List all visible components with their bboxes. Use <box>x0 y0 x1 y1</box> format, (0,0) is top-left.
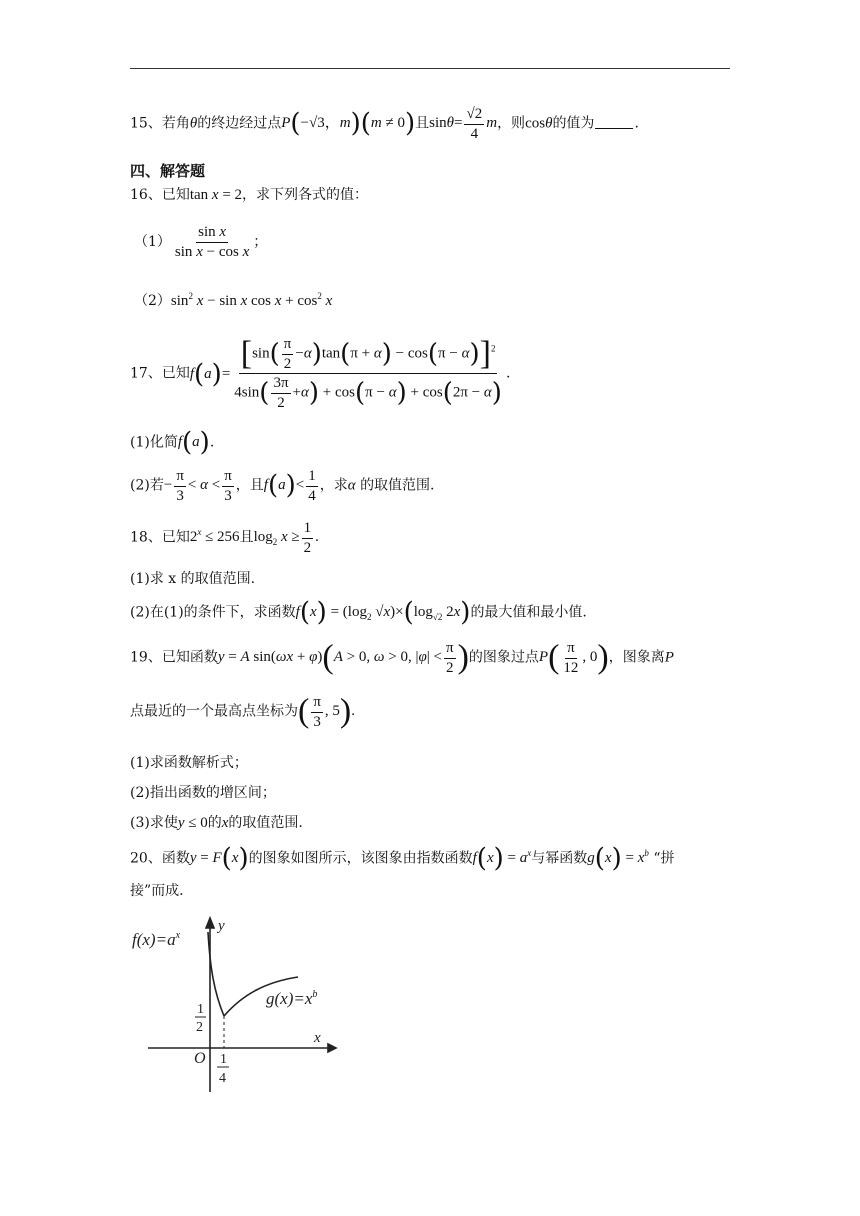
sin-condition: sinθ= $\frac{√2}{4}$ m <box>429 106 498 142</box>
question-18-part-2: (2)在(1)的条件下，求函数$f(x) = (\log_2$ $√x)\times(\log_{√2}$ 2x)的最大值和最小值. <box>130 598 587 628</box>
point-p: P(−√3，m)(m ≠ 0) <box>281 109 416 139</box>
question-19-part-1: (1)求函数解析式； <box>130 755 248 771</box>
question-17-part-1: (1)化简f(a). <box>130 428 215 458</box>
question-number: 15、 <box>130 115 162 132</box>
question-number: 17、 <box>130 365 162 382</box>
question-19-continued: 点最近的一个最高点坐标为( $\frac{\pi}{3}$ , 5). <box>130 693 355 730</box>
question-17: 17、已知f(a)= [sin( $\frac{\pi}{2}$ −α)tan(π + α) − cos(π − α)]$^2$ 4sin( $\frac{3\pi}{2}$ +α) + cos(π − α) + cos(2π − α) . <box>130 335 511 411</box>
question-19-part-3: (3)求使y ≤ 0的x的取值范围. <box>130 815 303 831</box>
origin-label: O <box>194 1050 206 1067</box>
f-alpha-expression: [sin( $\frac{\pi}{2}$ −α)tan(π + α) − cos(π − α)]$^2$ 4sin( $\frac{3\pi}{2}$ +α) + cos(π − α) + cos(2π − α) <box>234 335 502 411</box>
g-label: $g(x)=x^b$ <box>266 989 318 1008</box>
question-16-part-2: $(2)\sin^2$ x − sin x $\cos x + \cos^2 x$ <box>134 291 333 309</box>
y-axis-arrow <box>206 918 214 928</box>
question-number: 16、 <box>130 187 162 203</box>
question-number: 18、 <box>130 529 162 546</box>
f-label: $f(x)=a^x$ <box>132 930 181 949</box>
x-axis-label: x <box>314 1030 321 1046</box>
question-20: 20、函数y = F(x)的图象如图所示，该图象由指数函数$f(x) = a^x$与幂函数$g(x) = x^b$ “拼 <box>130 844 675 874</box>
question-20-continued: 接”而成. <box>130 883 184 899</box>
question-number: 20、 <box>130 850 162 867</box>
function-graph <box>128 912 338 1097</box>
answer-blank <box>595 128 633 129</box>
header-rule <box>130 68 730 69</box>
x-axis-arrow <box>328 1044 336 1052</box>
quarter-numerator: 1 <box>220 1052 227 1067</box>
question-19-part-2: (2)指出函数的增区间； <box>130 785 276 801</box>
question-17-part-2: (2)若− $\frac{\pi}{3}$ < α < $\frac{\pi}{3}$ ，且f(a)< $\frac{1}{4}$ ，求α 的取值范围. <box>130 468 435 504</box>
question-18: 18、已知$2^x \le 256$且$\log_2 x$ ≥ $\frac{1}{2}$ . <box>130 520 319 556</box>
question-16-part-1: （1） $\frac{\text{sin x}}{\text{sin x − cos x}}$ ； <box>134 224 268 260</box>
section-title: 四、解答题 <box>130 162 206 180</box>
quarter-denominator: 4 <box>219 1071 226 1086</box>
question-number: 19、 <box>130 649 162 666</box>
y-axis-label: y <box>218 918 225 934</box>
question-19: 19、已知函数y = A sin(ωx + φ)(A > 0, ω > 0, |φ| < $\frac{\pi}{2}$ )的图象过点P( $\frac{\pi}{12}$ , 0)，图象离P <box>130 639 674 676</box>
question-16: 16、已知tan x = 2，求下列各式的值： <box>130 187 369 203</box>
question-18-part-1: (1)求 x 的取值范围. <box>130 571 256 587</box>
half-numerator: 1 <box>197 1002 204 1017</box>
question-15: 15、若角θ的终边经过点P(−√3，m)(m ≠ 0)且sinθ= $\frac{√2}{4}$ m，则cosθ的值为 . <box>130 106 639 142</box>
half-denominator: 2 <box>196 1020 203 1035</box>
